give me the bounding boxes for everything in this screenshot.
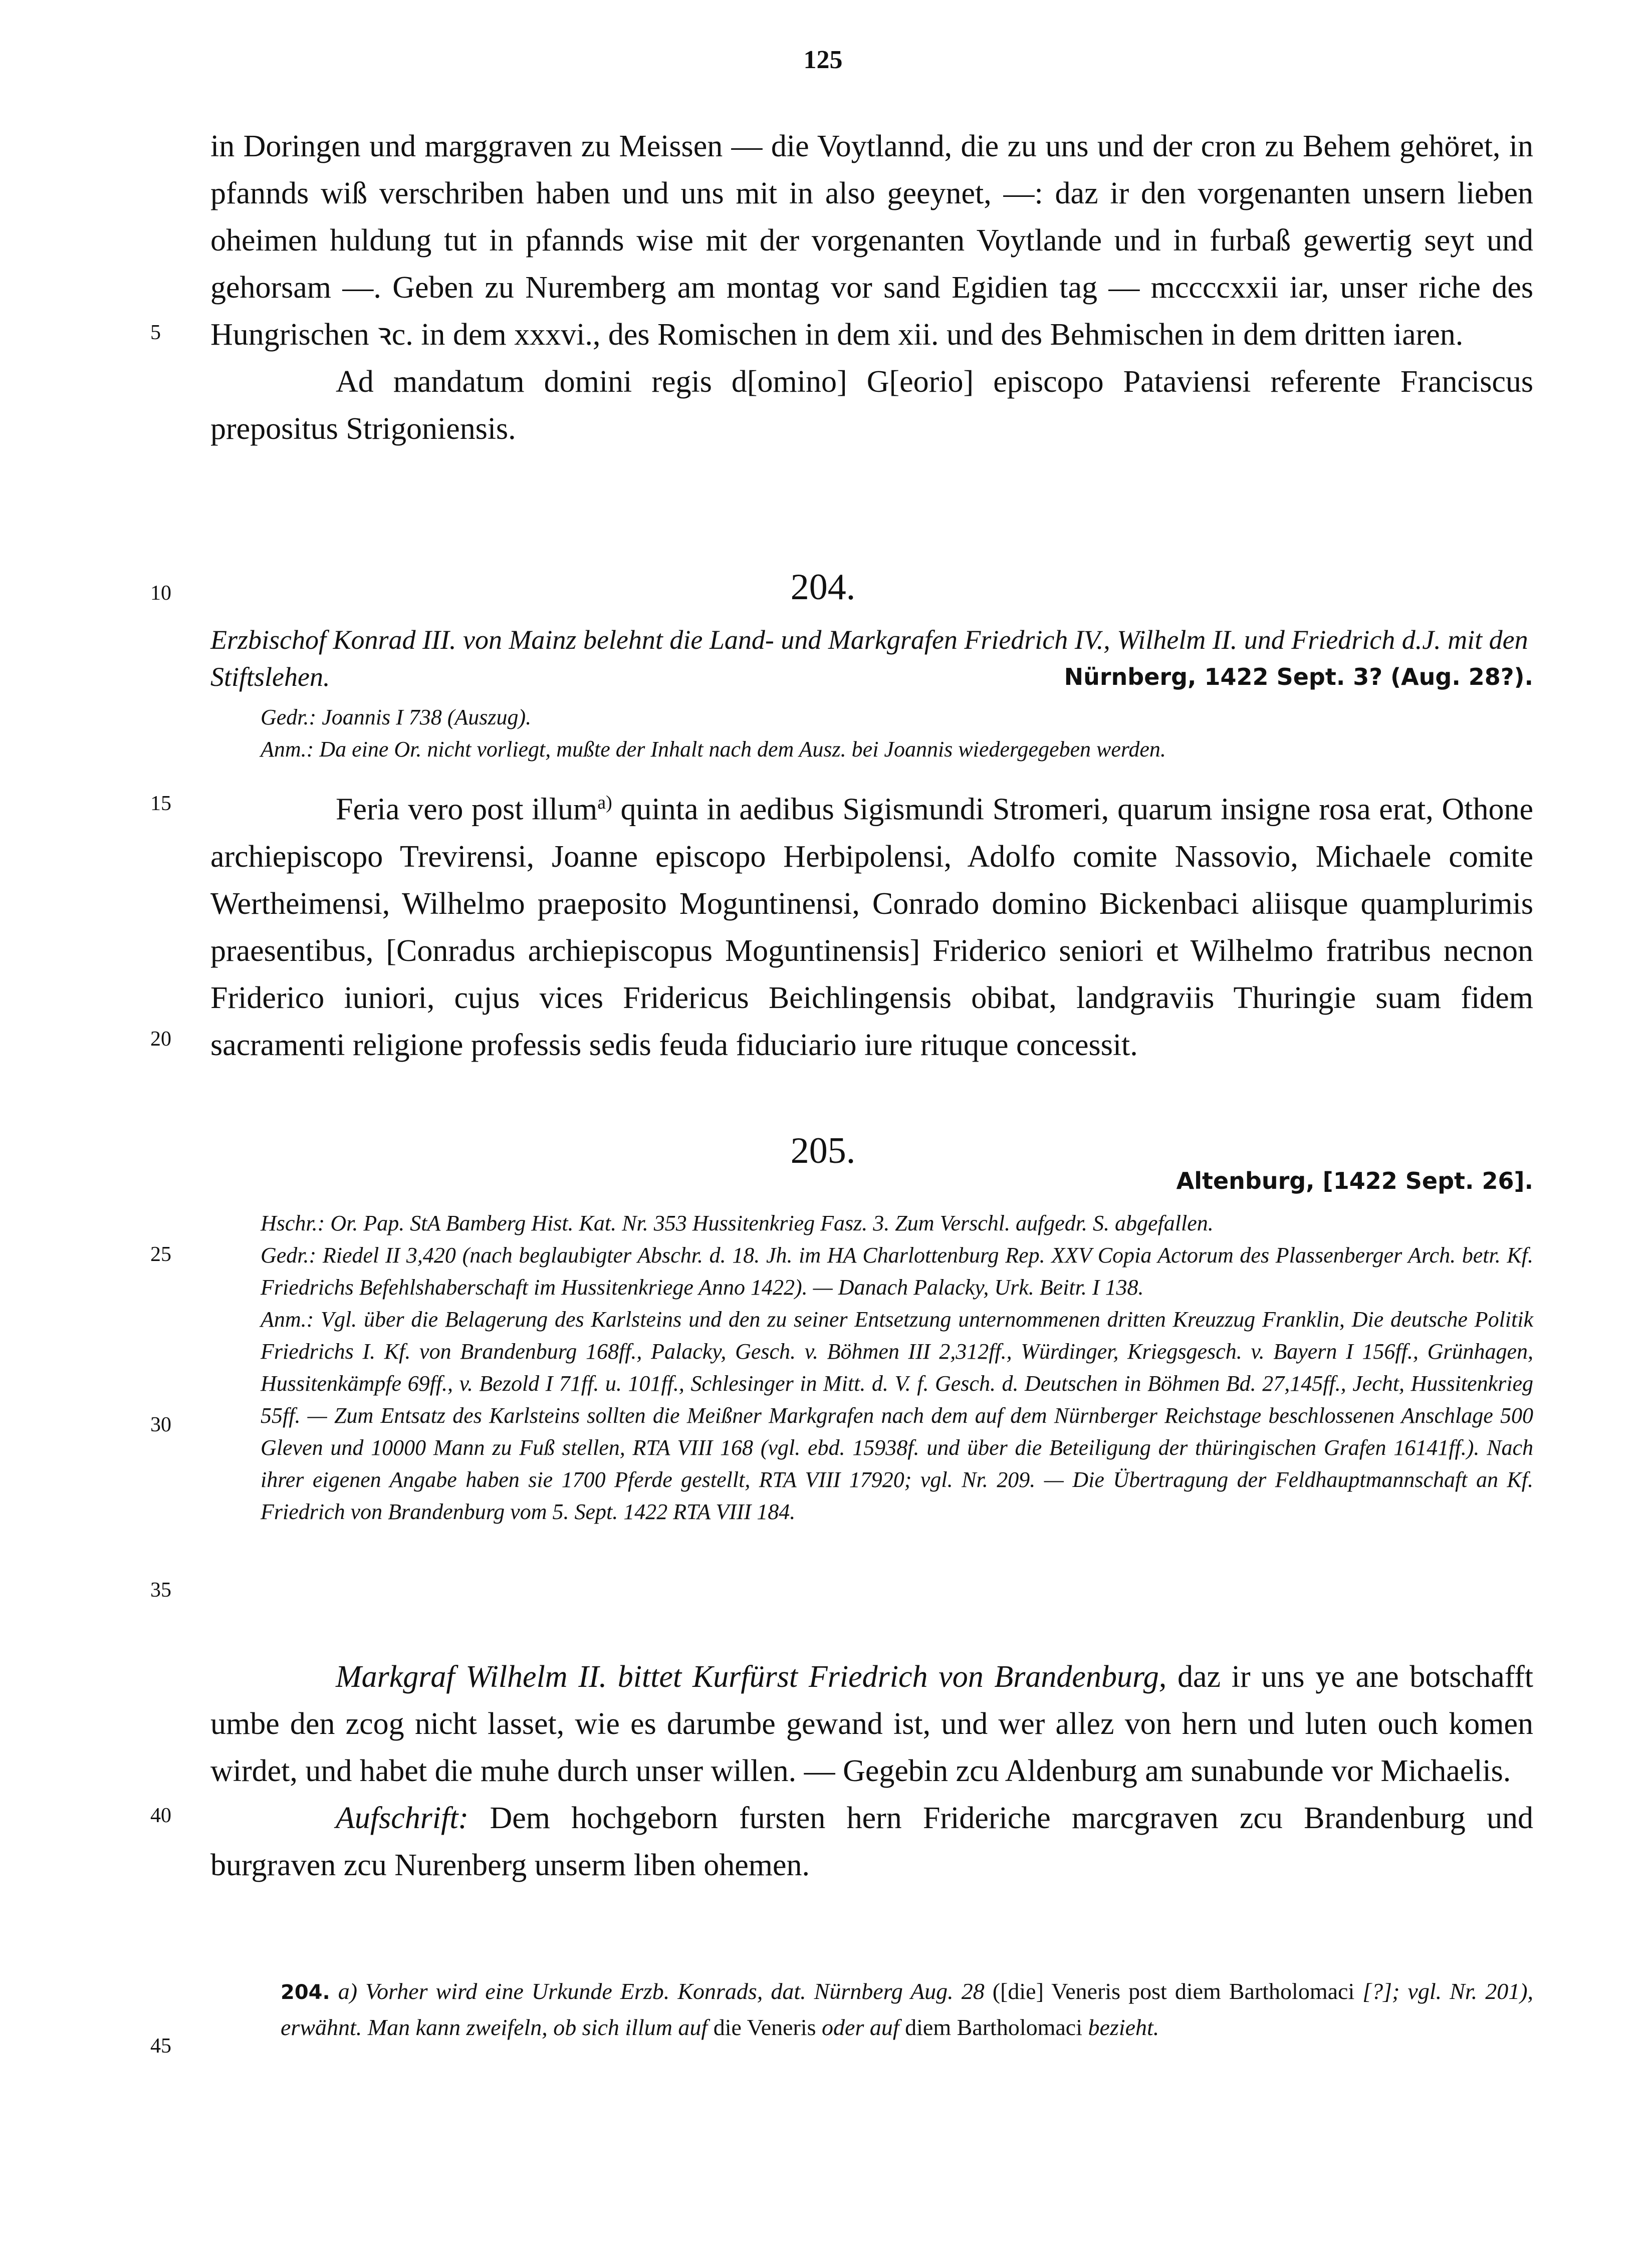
footnote-italic-3: oder auf <box>816 2014 899 2040</box>
footnote-roman-2: die Veneris <box>708 2014 816 2040</box>
doc204-number: 204. <box>790 567 856 608</box>
doc204-text-after-note: quinta in aedibus Sigismundi Stromeri, quarum insigne rosa erat, Othone archiepiscopo Trevirensi, Joanne episcopo Herbipolensi, Adolfo comite Nassovio, Michaele comite Wertheimensi, Wilhelmo praeposito Moguntinensi, Conrado domino Bickenbaci aliisque quamplurimis praesentibus, [Conradus archiepiscopus Moguntinensis] Friderico seniori et Wilhelmo fratribus necnon Friderico iuniori, cujus vices Fridericus Beichlingensis obibat, landgraviis Thuringie suam fidem sacramenti religione professis sedis feuda fiduciario iure rituque concessit. <box>210 792 1534 1062</box>
doc204-note-marker: a) <box>597 792 612 813</box>
line-number-45: 45 <box>150 2035 171 2058</box>
doc205-aufschrift-label: Aufschrift: <box>336 1801 469 1835</box>
doc205-italic-lead: Markgraf Wilhelm II. bittet Kurfürst Friedrich von Brandenburg, <box>336 1660 1167 1694</box>
footnote-marker: a) <box>338 1978 358 2004</box>
line-number-35: 35 <box>150 1579 171 1602</box>
doc204-anm: Anm.: Da eine Or. nicht vorliegt, mußte der Inhalt nach dem Ausz. bei Joannis wiedergegeben werden. <box>261 737 1166 762</box>
doc205-text <box>210 1653 1533 1889</box>
doc205-apparatus <box>261 1207 1533 1528</box>
doc204-paragraph <box>210 779 1533 1069</box>
doc204-gedr: Gedr.: Joannis I 738 (Auszug). <box>261 705 532 729</box>
page-number: 125 <box>803 46 843 74</box>
doc205-body: daz ir uns ye ane botschafft umbe den zcog nicht lasset, wie es darumbe gewand ist, und wer allez von hern und luten ouch komen wirdet, und habet die muhe durch unser willen. — Gegebin zcu Aldenburg am sunabunde vor Michaelis. <box>210 1660 1533 1788</box>
footnote <box>281 1974 1533 2045</box>
doc204-apparatus <box>261 701 1533 766</box>
doc203-paragraph-2: Ad mandatum domini regis d[omino] G[eorio] episcopo Pataviensi referente Franciscus prepositus Strigoniensis. <box>210 365 1533 446</box>
doc205-aufschrift-text: Dem hochgeborn fursten hern Frideriche marcgraven zcu Brandenburg und burgraven zcu Nurenberg unserm liben ohemen. <box>210 1801 1533 1882</box>
doc203-paragraph-1: in Doringen und marggraven zu Meissen — die Voytlannd, die zu uns und der cron zu Behem gehöret, in pfannds wiß verschriben haben und uns mit in also geeynet, —: daz ir den vorgenanten unsern lieben oheimen huldung tut in pfannds wise mit der vorgenanten Voytlande und in furbaß gewertig seyt und gehorsam —. Geben zu Nuremberg am montag vor sand Egidien tag — mccccxxii iar, unser riche des Hungrischen ꝛc. in dem xxxvi., des Romischen in dem xii. und des Behmischen in dem dritten iaren. <box>210 129 1533 352</box>
footnote-roman-1: ([die] Veneris post diem Bartholomaci <box>984 1978 1355 2004</box>
line-number-15: 15 <box>150 792 171 815</box>
doc205-anm: Anm.: Vgl. über die Belagerung des Karlsteins und den zu seiner Entsetzung unternommenen dritten Kreuzzug Franklin, Die deutsche Politik Friedrichs I. Kf. von Brandenburg 168ff., Palacky, Gesch. v. Böhmen III 2,312ff., Würdinger, Kriegsgesch. v. Bayern I 156ff., Grünhagen, Hussitenkämpfe 69ff., v. Bezold I 71ff. u. 101ff., Schlesinger in Mitt. d. V. f. Gesch. d. Deutschen in Böhmen Bd. 27,145ff., Jecht, Hussitenkrieg 55ff. — Zum Entsatz des Karlsteins sollten die Meißner Markgrafen nach dem auf dem Nürnberger Reichstage beschlossenen Anschlage 500 Gleven und 10000 Mann zu Fuß stellen, RTA VIII 168 (vgl. ebd. 15938f. und über die Beteiligung der thüringischen Grafen 16141ff.). Nach ihrer eigenen Angabe haben sie 1700 Pferde gestellt, RTA VIII 17920; vgl. Nr. 209. — Die Übertragung der Feldhauptmannschaft an Kf. Friedrich von Brandenburg vom 5. Sept. 1422 RTA VIII 184. <box>261 1307 1533 1524</box>
line-number-25: 25 <box>150 1243 171 1266</box>
doc204-text-before-note: Feria vero post illum <box>336 792 598 827</box>
doc204-regest-text: Erzbischof Konrad III. von Mainz belehnt die Land- und Markgrafen Friedrich IV., Wilhelm II. und Friedrich d.J. mit den Stiftslehen. <box>210 625 1528 692</box>
line-number-20: 20 <box>150 1028 171 1051</box>
line-number-40: 40 <box>150 1804 171 1827</box>
doc204-regest <box>210 621 1533 695</box>
line-number-5: 5 <box>150 321 161 344</box>
doc204-date: Nürnberg, 1422 Sept. 3? (Aug. 28?). <box>1064 663 1533 690</box>
footnote-roman-3: diem Bartholomaci <box>899 2014 1083 2040</box>
footnote-italic-2: [?]; vgl. Nr. 201), erwähnt. Man kann zweifeln, ob sich illum auf <box>281 1978 1534 2040</box>
doc203-text <box>210 123 1533 452</box>
doc205-date: Altenburg, [1422 Sept. 26]. <box>1176 1167 1533 1194</box>
footnote-italic-1: Vorher wird eine Urkunde Erzb. Konrads, dat. Nürnberg Aug. 28 <box>357 1978 985 2004</box>
footnote-italic-4: bezieht. <box>1082 2014 1159 2040</box>
doc205-hschr: Hschr.: Or. Pap. StA Bamberg Hist. Kat. Nr. 353 Hussitenkrieg Fasz. 3. Zum Verschl. aufgedr. S. abgefallen. <box>261 1211 1214 1235</box>
doc204-text <box>210 779 1533 1069</box>
doc205-gedr: Gedr.: Riedel II 3,420 (nach beglaubigter Abschr. d. 18. Jh. im HA Charlottenburg Rep. XXV Copia Actorum des Plassenberger Arch. betr. Kf. Friedrichs Befehlshaberschaft im Hussitenkriege Anno 1422). — Danach Palacky, Urk. Beitr. I 138. <box>261 1243 1533 1300</box>
line-number-30: 30 <box>150 1413 171 1436</box>
footnote-ref: 204. <box>281 1981 330 2004</box>
doc205-number: 205. <box>790 1130 856 1171</box>
line-number-10: 10 <box>150 582 171 605</box>
doc205-paragraph <box>210 1653 1533 1795</box>
doc205-aufschrift <box>210 1795 1533 1889</box>
